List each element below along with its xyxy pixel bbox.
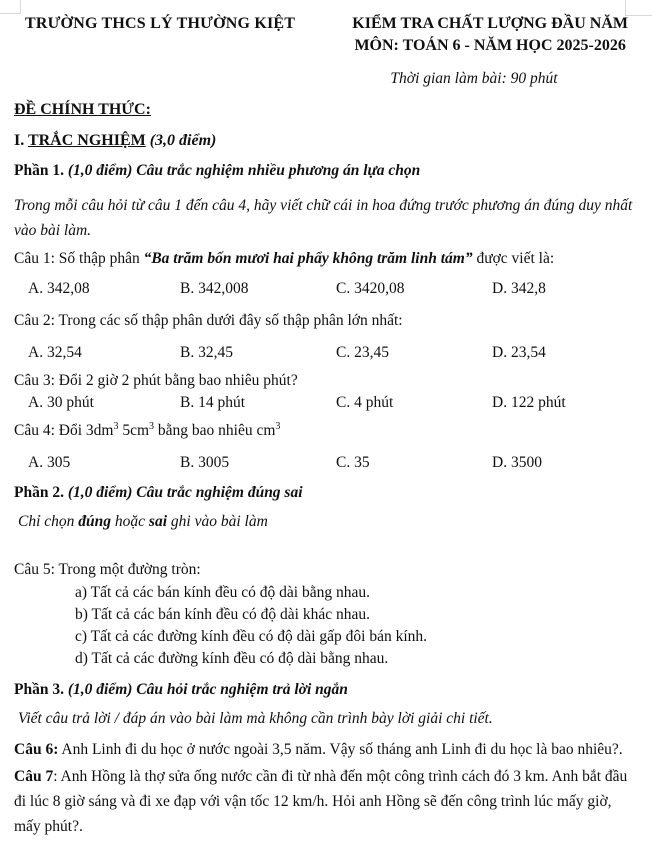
option-d: D. 23,54 bbox=[492, 344, 546, 361]
option-d: D. 122 phút bbox=[492, 394, 566, 411]
option-c: C. 23,45 bbox=[336, 344, 389, 361]
question-7: Câu 7: Anh Hồng là thợ sửa ống nước cần đi từ nhà đến một công trình cách đó 3 km. Anh bắt đầu đi lúc 8 giờ sáng và đi xe đạp với vận tốc 12 km/h. Hỏi anh Hồng sẽ đến công trình lúc mấy giờ, mấy phút?. bbox=[14, 768, 628, 835]
section-1-title: TRẮC NGHIỆM bbox=[27, 132, 146, 149]
option-d: D. 3500 bbox=[492, 454, 542, 471]
superscript: 3 bbox=[275, 420, 281, 432]
option-c: C. 3420,08 bbox=[336, 280, 405, 297]
section-1-heading bbox=[0, 130, 652, 151]
document-header bbox=[0, 13, 652, 57]
part-3-heading: Phần 3. (1,0 điểm) Câu hỏi trắc nghiệm trả lời ngắn bbox=[14, 681, 348, 698]
statement-c: c) Tất cả các đường kính đều có độ dài gấp đôi bán kính. bbox=[75, 628, 428, 645]
question-5-statements bbox=[0, 582, 652, 670]
part-1-instruction: Trong mỗi câu hỏi từ câu 1 đến câu 4, hãy viết chữ cái in hoa đứng trước phương án đúng duy nhất vào bài làm. bbox=[14, 197, 633, 239]
table-border-artifact-top-right bbox=[625, 0, 652, 16]
part-1-heading: Phần 1. (1,0 điểm) Câu trắc nghiệm nhiều phương án lựa chọn bbox=[14, 162, 421, 179]
question-6-label: Câu 6: bbox=[14, 741, 59, 758]
option-c: C. 35 bbox=[336, 454, 370, 471]
option-d: D. 342,8 bbox=[492, 280, 546, 297]
option-b: B. 342,008 bbox=[180, 280, 249, 297]
table-border-artifact-top-left bbox=[0, 0, 21, 14]
statement-b: b) Tất cả các bán kính đều có độ dài khác nhau. bbox=[75, 606, 370, 623]
exam-duration: Thời gian làm bài: 90 phút bbox=[390, 70, 558, 87]
official-exam-label: ĐỀ CHÍNH THỨC: bbox=[14, 101, 151, 118]
section-1-points: (3,0 điểm) bbox=[145, 132, 217, 149]
option-b: B. 14 phút bbox=[180, 394, 246, 411]
question-2: Câu 2: Trong các số thập phân dưới đây số thập phân lớn nhất: bbox=[14, 312, 403, 329]
exam-subject-year: MÔN: TOÁN 6 - NĂM HỌC 2025-2026 bbox=[354, 37, 626, 54]
question-1-options bbox=[0, 278, 652, 299]
option-b: B. 3005 bbox=[180, 454, 230, 471]
part-2-instruction: Chỉ chọn đúng hoặc sai ghi vào bài làm bbox=[18, 513, 268, 530]
option-b: B. 32,45 bbox=[180, 344, 233, 361]
question-5: Câu 5: Trong một đường tròn: bbox=[14, 561, 201, 578]
part-3-instruction: Viết câu trả lời / đáp án vào bài làm mà không cần trình bày lời giải chi tiết. bbox=[18, 710, 493, 727]
statement-a: a) Tất cả các bán kính đều có độ dài bằng nhau. bbox=[75, 584, 370, 601]
option-a: A. 30 phút bbox=[28, 394, 94, 411]
question-3-options bbox=[0, 392, 652, 413]
option-c: C. 4 phút bbox=[336, 394, 394, 411]
question-3: Câu 3: Đổi 2 giờ 2 phút bằng bao nhiêu phút? bbox=[14, 372, 298, 389]
superscript: 3 bbox=[113, 420, 119, 432]
option-a: A. 32,54 bbox=[28, 344, 82, 361]
exam-title: KIỂM TRA CHẤT LƯỢNG ĐẦU NĂM bbox=[352, 15, 628, 32]
question-4-options bbox=[0, 452, 652, 473]
question-6: Câu 6: Anh Linh đi du học ở nước ngoài 3,5 năm. Vậy số tháng anh Linh đi du học là bao nhiêu?. bbox=[14, 741, 623, 758]
school-name: TRƯỜNG THCS LÝ THƯỜNG KIỆT bbox=[25, 15, 296, 32]
question-2-options bbox=[0, 342, 652, 363]
option-a: A. 342,08 bbox=[28, 280, 90, 297]
question-7-label: Câu 7 bbox=[14, 768, 54, 785]
section-1-numeral: I. bbox=[14, 132, 28, 149]
question-1: Câu 1: Số thập phân “Ba trăm bốn mươi hai phẩy không trăm linh tám” được viết là: bbox=[14, 250, 555, 267]
question-1-quote: “Ba trăm bốn mươi hai phẩy không trăm linh tám” bbox=[143, 250, 473, 267]
superscript: 3 bbox=[149, 420, 155, 432]
part-2-heading: Phần 2. (1,0 điểm) Câu trắc nghiệm đúng sai bbox=[14, 484, 303, 501]
option-a: A. 305 bbox=[28, 454, 71, 471]
statement-d: d) Tất cả các đường kính đều có độ dài bằng nhau. bbox=[75, 650, 389, 667]
question-4: Câu 4: Đổi $3dm^3$ $5cm^3$ bằng bao nhiêu $cm^3$ bbox=[14, 420, 281, 439]
exam-title-block bbox=[352, 13, 628, 57]
